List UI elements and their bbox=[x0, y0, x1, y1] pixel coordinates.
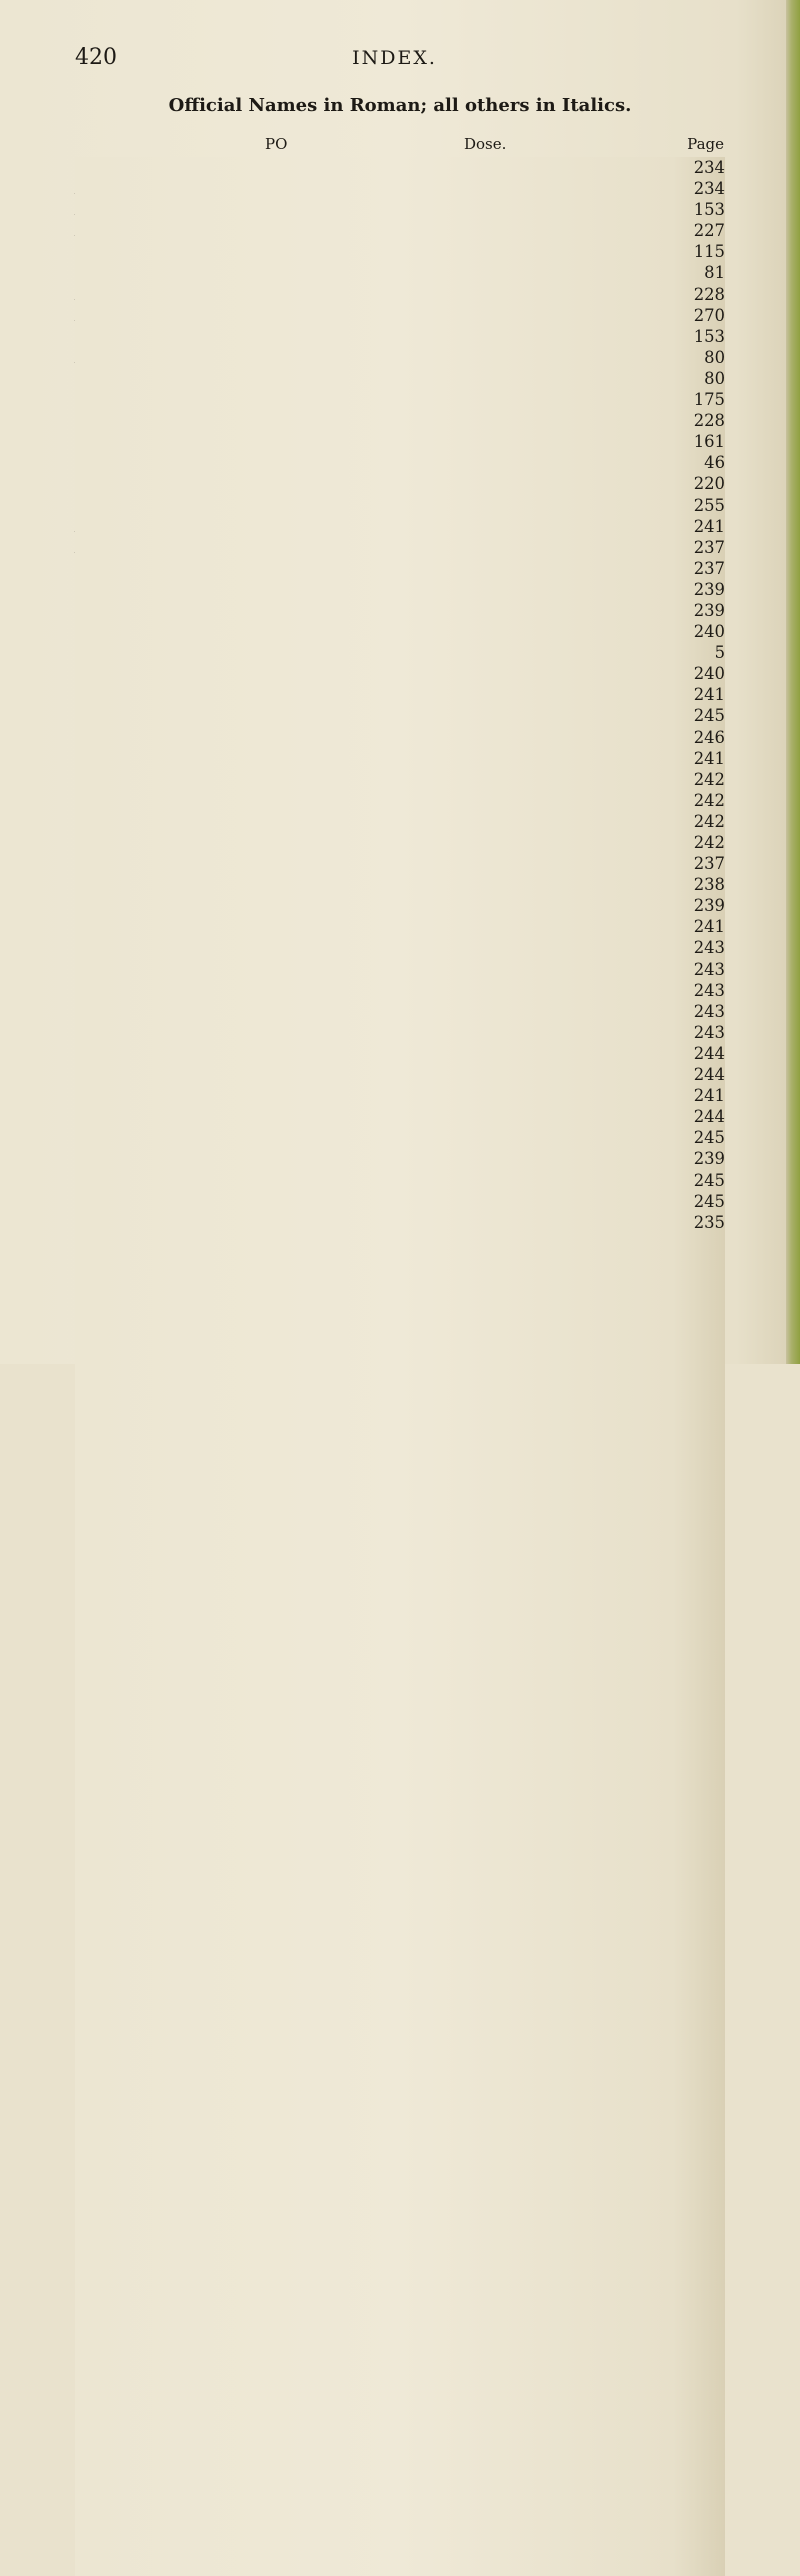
index-entry bbox=[75, 157, 725, 178]
index-entry bbox=[75, 305, 725, 326]
page-header-label: Page bbox=[687, 135, 724, 153]
index-entry bbox=[75, 621, 725, 642]
section-letters: PO bbox=[265, 135, 288, 153]
entry-page-number: 242 bbox=[75, 769, 725, 2133]
entry-page-number: 243 bbox=[75, 1001, 725, 2365]
entry-page-number: 239 bbox=[75, 895, 725, 2259]
entry-page-number: 220 bbox=[75, 473, 725, 1837]
entry-page-number: 237 bbox=[75, 558, 725, 1922]
index-entry bbox=[75, 452, 725, 473]
entry-page-number: 237 bbox=[75, 853, 725, 2217]
entry-page-number: 244 bbox=[75, 1043, 725, 2407]
index-entry bbox=[75, 178, 725, 199]
index-entry bbox=[75, 347, 725, 368]
index-entry bbox=[75, 769, 725, 790]
index-entry bbox=[75, 790, 725, 811]
running-head: INDEX. bbox=[352, 47, 437, 69]
index-entry bbox=[75, 1212, 725, 1233]
entry-page-number: 242 bbox=[75, 832, 725, 2196]
entry-page-number: 243 bbox=[75, 937, 725, 2301]
entry-page-number: 153 bbox=[75, 199, 725, 1563]
entry-page-number: 241 bbox=[75, 748, 725, 2112]
entry-page-number: 235 bbox=[75, 1212, 725, 2576]
entry-page-number: 244 bbox=[75, 1106, 725, 2470]
entry-page-number: 239 bbox=[75, 579, 725, 1943]
entry-page-number: 246 bbox=[75, 727, 725, 2091]
index-entry bbox=[75, 537, 725, 558]
entry-page-number: 255 bbox=[75, 495, 725, 1859]
index-entry bbox=[75, 959, 725, 980]
entry-page-number: 241 bbox=[75, 916, 725, 2280]
entry-page-number: 245 bbox=[75, 1191, 725, 2555]
entry-page-number: 241 bbox=[75, 1085, 725, 2449]
index-entry bbox=[75, 241, 725, 262]
entry-page-number: 239 bbox=[75, 600, 725, 1964]
entry-page-number: 245 bbox=[75, 705, 725, 2069]
entry-page-number: 175 bbox=[75, 389, 725, 1753]
index-entry bbox=[75, 410, 725, 431]
index-entry bbox=[75, 262, 725, 283]
index-entry bbox=[75, 642, 725, 663]
entry-page-number: 228 bbox=[75, 284, 725, 1648]
index-entry bbox=[75, 495, 725, 516]
entry-page-number: 153 bbox=[75, 326, 725, 1690]
index-entry bbox=[75, 284, 725, 305]
index-entry bbox=[75, 579, 725, 600]
index-entry bbox=[75, 663, 725, 684]
column-headers bbox=[75, 135, 724, 157]
entry-page-number: 80 bbox=[75, 368, 725, 1732]
index-entry bbox=[75, 980, 725, 1001]
index-entry bbox=[75, 1106, 725, 1127]
index-entry bbox=[75, 684, 725, 705]
entry-page-number: 228 bbox=[75, 410, 725, 1774]
index-entry bbox=[75, 368, 725, 389]
page-edge bbox=[786, 0, 800, 1364]
entry-page-number: 245 bbox=[75, 1170, 725, 2534]
entry-page-number: 241 bbox=[75, 516, 725, 1880]
entry-page-number: 242 bbox=[75, 811, 725, 2175]
entry-page-number: 243 bbox=[75, 980, 725, 2344]
index-entry bbox=[75, 811, 725, 832]
index-entry bbox=[75, 1148, 725, 1169]
index-entry bbox=[75, 748, 725, 769]
index-entry bbox=[75, 832, 725, 853]
index-entry bbox=[75, 1085, 725, 1106]
entry-page-number: 227 bbox=[75, 220, 725, 1584]
entry-page-number: 243 bbox=[75, 959, 725, 2323]
entry-page-number: 240 bbox=[75, 663, 725, 2027]
index-entry bbox=[75, 705, 725, 726]
page-header bbox=[75, 45, 714, 77]
index-entry bbox=[75, 874, 725, 895]
index-entry bbox=[75, 473, 725, 494]
index-entry bbox=[75, 916, 725, 937]
entry-page-number: 81 bbox=[75, 262, 725, 1626]
index-entry bbox=[75, 1064, 725, 1085]
index-entries bbox=[75, 157, 725, 1233]
index-entry bbox=[75, 389, 725, 410]
index-entry bbox=[75, 853, 725, 874]
entry-page-number: 46 bbox=[75, 452, 725, 1816]
entry-page-number: 237 bbox=[75, 537, 725, 1901]
entry-page-number: 238 bbox=[75, 874, 725, 2238]
index-entry bbox=[75, 937, 725, 958]
index-subtitle: Official Names in Roman; all others in Italics. bbox=[168, 95, 632, 116]
index-entry bbox=[75, 1022, 725, 1043]
index-entry bbox=[75, 1043, 725, 1064]
index-entry bbox=[75, 1191, 725, 1212]
entry-page-number: 242 bbox=[75, 790, 725, 2154]
index-entry bbox=[75, 727, 725, 748]
entry-page-number: 234 bbox=[75, 157, 725, 1521]
entry-page-number: 270 bbox=[75, 305, 725, 1669]
index-entry bbox=[75, 431, 725, 452]
entry-page-number: 243 bbox=[75, 1022, 725, 2386]
entry-page-number: 241 bbox=[75, 684, 725, 2048]
entry-page-number: 234 bbox=[75, 178, 725, 1542]
index-entry bbox=[75, 1001, 725, 1022]
entry-page-number: 245 bbox=[75, 1127, 725, 2491]
index-entry bbox=[75, 600, 725, 621]
index-entry bbox=[75, 220, 725, 241]
entry-page-number: 239 bbox=[75, 1148, 725, 2512]
page-number: 420 bbox=[75, 45, 117, 70]
entry-page-number: 80 bbox=[75, 347, 725, 1711]
entry-page-number: 115 bbox=[75, 241, 725, 1605]
index-entry bbox=[75, 199, 725, 220]
entry-page-number: 244 bbox=[75, 1064, 725, 2428]
index-entry bbox=[75, 558, 725, 579]
entry-page-number: 161 bbox=[75, 431, 725, 1795]
entry-page-number: 5 bbox=[75, 642, 725, 2006]
index-entry bbox=[75, 1170, 725, 1191]
index-entry bbox=[75, 516, 725, 537]
index-entry bbox=[75, 895, 725, 916]
index-entry bbox=[75, 326, 725, 347]
entry-page-number: 240 bbox=[75, 621, 725, 1985]
dose-header: Dose. bbox=[464, 135, 507, 153]
index-entry bbox=[75, 1127, 725, 1148]
